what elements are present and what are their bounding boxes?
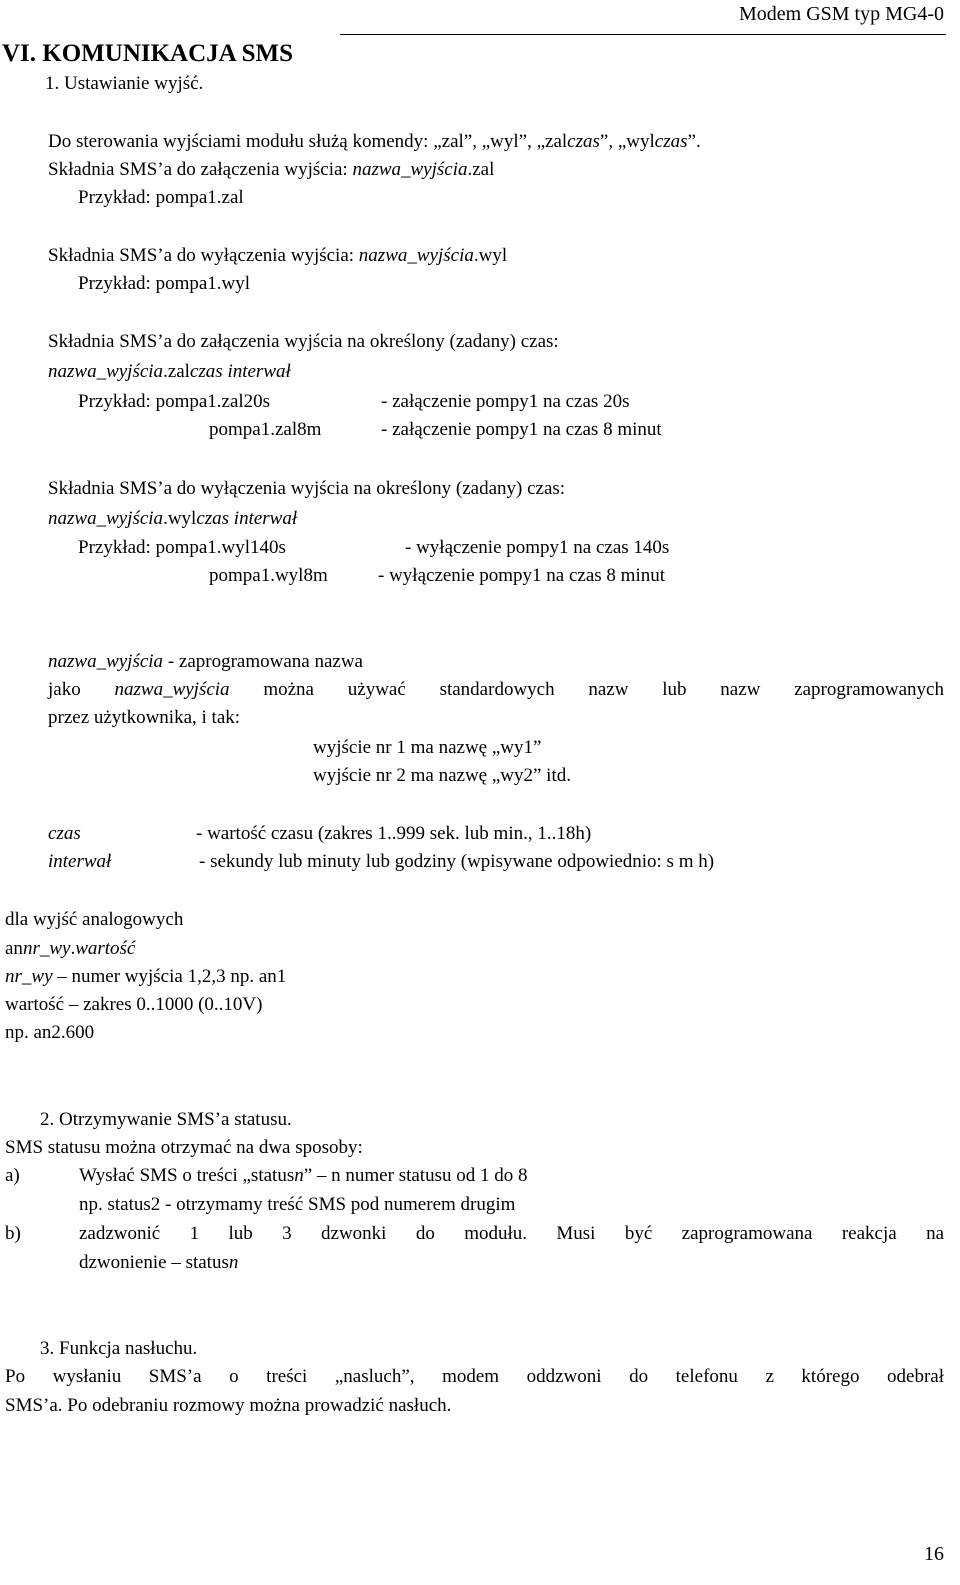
- example-on-timed-1-desc: - załączenie pompy1 na czas 20s: [381, 391, 630, 412]
- syntax-on-text: Składnia SMS’a do załączenia wyjścia:: [48, 159, 353, 180]
- list-item-b-line-2: [79, 1253, 238, 1272]
- syntax-on: [48, 160, 494, 179]
- list-marker-b: b): [5, 1223, 21, 1244]
- intro-text-5: ”.: [687, 131, 701, 152]
- syntax-off-cmd: .wyl: [473, 245, 508, 266]
- def-output-name-text: - zaprogramowana nazwa: [163, 651, 363, 672]
- format-on-timed-var: nazwa_wyjścia: [48, 361, 164, 382]
- analog-nrwy-desc: – numer wyjścia 1,2,3 np. an1: [52, 966, 287, 987]
- analog-line-4: wartość – zakres 0..1000 (0..10V): [5, 994, 263, 1015]
- def-interwal-term-text: interwał: [48, 851, 112, 872]
- format-on-timed-cmd: .zal: [163, 361, 190, 382]
- def-czas-term: [48, 824, 81, 843]
- example-on-timed-2-desc: - załączenie pompy1 na czas 8 minut: [381, 419, 662, 440]
- format-on-timed: [48, 362, 291, 381]
- example-off-timed-2-cmd: pompa1.wyl8m: [209, 565, 328, 586]
- names-example-2: wyjście nr 2 ma nazwę „wy2” itd.: [313, 765, 571, 786]
- syntax-on-var: nazwa_wyjścia: [352, 159, 468, 180]
- header-rule: [340, 34, 946, 35]
- running-header: Modem GSM typ MG4-0: [738, 3, 944, 25]
- analog-an: an: [5, 938, 23, 959]
- section-1-heading: 1. Ustawianie wyjść.: [45, 73, 204, 94]
- analog-line-2: [5, 939, 135, 958]
- names-paragraph-line-1: [48, 680, 944, 699]
- intro-text-2: czas: [567, 131, 600, 152]
- section-2-heading: 2. Otrzymywanie SMS’a statusu.: [40, 1109, 292, 1130]
- def-czas-term-text: czas: [48, 823, 81, 844]
- syntax-off: [48, 246, 507, 265]
- example-off-timed-1-cmd: Przykład: pompa1.wyl140s: [78, 537, 286, 558]
- list-item-b-line-1: zadzwonić 1 lub 3 dzwonki do modułu. Musi być zaprogramowana reakcja na: [79, 1223, 944, 1244]
- a1c: ” – n numer statusu od 1 do 8: [303, 1165, 528, 1186]
- syntax-off-var: nazwa_wyjścia: [358, 245, 474, 266]
- analog-value: wartość: [75, 938, 136, 959]
- page-number: 16: [924, 1543, 944, 1565]
- syntax-on-timed: Składnia SMS’a do załączenia wyjścia na określony (zadany) czas:: [48, 331, 559, 352]
- a1b: n: [294, 1165, 304, 1186]
- def-output-name-term: nazwa_wyjścia: [48, 651, 164, 672]
- syntax-off-timed: Składnia SMS’a do wyłączenia wyjścia na określony (zadany) czas:: [48, 478, 566, 499]
- a1a: Wysłać SMS o treści „status: [79, 1165, 295, 1186]
- intro-text-1: Do sterowania wyjściami modułu służą komendy: „zal”, „wyl”, „zal: [48, 131, 568, 152]
- example-on-timed-2-cmd: pompa1.zal8m: [209, 419, 322, 440]
- b2a: dzwonienie – status: [79, 1252, 229, 1273]
- section-3-heading: 3. Funkcja nasłuchu.: [40, 1338, 198, 1359]
- section-3-line-2: SMS’a. Po odebraniu rozmowy można prowadzić nasłuch.: [5, 1395, 452, 1416]
- format-on-timed-params: czas interwał: [189, 361, 291, 382]
- intro-text-4: czas: [654, 131, 688, 152]
- analog-nrwy: nr_wy: [22, 938, 71, 959]
- section-2-intro: SMS statusu można otrzymać na dwa sposoby:: [5, 1137, 363, 1158]
- b2b: n: [228, 1252, 239, 1273]
- example-on: Przykład: pompa1.zal: [78, 187, 244, 208]
- list-item-a-line-2: np. status2 - otrzymamy treść SMS pod numerem drugim: [79, 1194, 516, 1215]
- def-output-name: [48, 652, 363, 671]
- format-off-timed-params: czas interwał: [196, 508, 298, 529]
- analog-nrwy-term: nr_wy: [5, 966, 53, 987]
- format-off-timed-cmd: .wyl: [163, 508, 197, 529]
- list-item-a-line-1: [79, 1166, 527, 1185]
- analog-line-3: [5, 967, 286, 986]
- names-p1c: można używać standardowych nazw lub nazw zaprogramowanych: [229, 679, 944, 700]
- example-off-timed-1-desc: - wyłączenie pompy1 na czas 140s: [405, 537, 670, 558]
- analog-line-5: np. an2.600: [5, 1022, 95, 1043]
- list-marker-a: a): [5, 1165, 20, 1186]
- intro-text-3: ”, „wyl: [599, 131, 655, 152]
- syntax-on-cmd: .zal: [467, 159, 495, 180]
- example-off-timed-2-desc: - wyłączenie pompy1 na czas 8 minut: [378, 565, 666, 586]
- format-off-timed-var: nazwa_wyjścia: [48, 508, 164, 529]
- format-off-timed: [48, 509, 297, 528]
- analog-dot: .: [70, 938, 76, 959]
- intro-paragraph: [48, 132, 701, 151]
- example-on-timed-1-cmd: Przykład: pompa1.zal20s: [78, 391, 271, 412]
- names-paragraph-line-2: przez użytkownika, i tak:: [48, 707, 241, 728]
- def-czas-desc: - wartość czasu (zakres 1..999 sek. lub min., 1..18h): [196, 823, 592, 844]
- analog-line-1: dla wyjść analogowych: [5, 909, 184, 930]
- names-p1a: jako: [48, 679, 115, 700]
- names-p1b: nazwa_wyjścia: [114, 679, 230, 700]
- example-off: Przykład: pompa1.wyl: [78, 273, 251, 294]
- section-3-line-1: Po wysłaniu SMS’a o treści „nasluch”, modem oddzwoni do telefonu z którego odebrał: [5, 1366, 944, 1387]
- def-interwal-desc: - sekundy lub minuty lub godziny (wpisywane odpowiednio: s m h): [199, 851, 715, 872]
- def-interwal-term: [48, 852, 111, 871]
- names-example-1: wyjście nr 1 ma nazwę „wy1”: [313, 737, 542, 758]
- chapter-title: VI. KOMUNIKACJA SMS: [2, 40, 293, 67]
- syntax-off-text: Składnia SMS’a do wyłączenia wyjścia:: [48, 245, 359, 266]
